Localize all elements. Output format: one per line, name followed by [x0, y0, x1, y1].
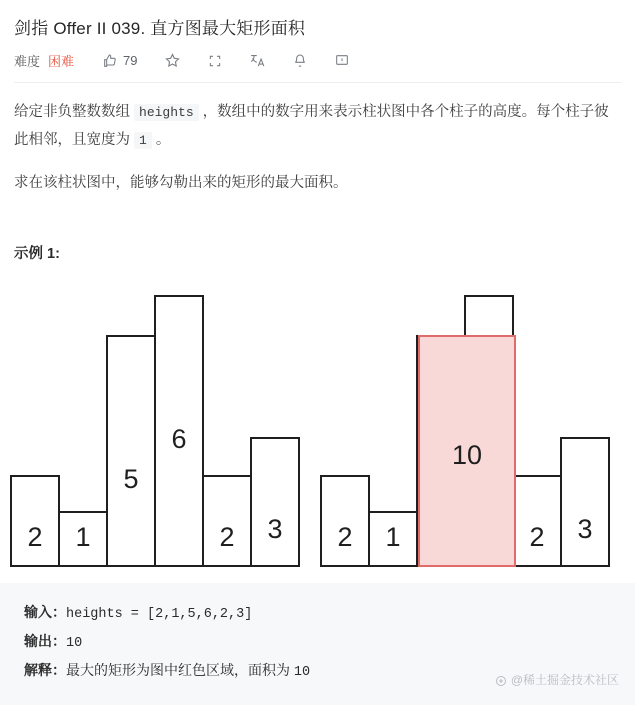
input-line	[24, 599, 611, 628]
bar-hl-label-4: 2	[529, 521, 545, 552]
bar-label-4: 2	[219, 521, 235, 552]
bar-1	[58, 511, 108, 567]
bell-icon	[292, 53, 308, 69]
input-value: heights = [2,1,5,6,2,3]	[66, 606, 253, 622]
translate-button[interactable]	[249, 52, 266, 69]
problem-paragraph-1	[14, 99, 621, 154]
difficulty-value: 困难	[48, 54, 75, 69]
page-title: 剑指 Offer II 039. 直方图最大矩形面积	[14, 19, 306, 38]
problem-paragraph-2: 求在该柱状图中，能够勾勒出来的矩形的最大面积。	[14, 175, 348, 192]
bar-label-2: 5	[123, 463, 139, 494]
thumbs-up-icon	[102, 53, 118, 69]
explain-label: 解释：	[24, 662, 66, 679]
output-line	[24, 628, 611, 657]
translate-icon	[249, 52, 266, 69]
like-count: 79	[123, 53, 138, 68]
para1-code-one: 1	[134, 132, 152, 149]
flag-icon	[334, 53, 350, 69]
histogram-plain	[12, 295, 300, 567]
bar-hl-label-5: 3	[577, 513, 593, 544]
watermark-icon	[495, 675, 507, 687]
bar-label-0: 2	[27, 521, 43, 552]
watermark	[495, 669, 619, 692]
report-button[interactable]	[334, 53, 350, 69]
max-rectangle-highlight	[418, 335, 516, 567]
bar-hl-0	[320, 475, 370, 567]
para1-text-a: 给定非负整数数组	[14, 104, 135, 120]
para1-code-heights: heights	[134, 104, 199, 121]
star-icon	[164, 52, 181, 69]
para1-text-c: 。	[151, 131, 171, 148]
example-result-block	[0, 583, 635, 705]
bar-label-1: 1	[75, 521, 91, 552]
output-label: 输出：	[24, 632, 66, 649]
bar-hl-label-0: 2	[337, 521, 353, 552]
bar-3	[154, 295, 204, 567]
favorite-button[interactable]	[164, 52, 181, 69]
para1-text-b: ，数组中的数字用来表示柱状图中各个柱子的高度。每个柱子彼此相邻，且宽度为	[14, 104, 609, 148]
explain-text: 最大的矩形为图中红色区域，面积为	[66, 662, 294, 679]
notify-button[interactable]	[292, 53, 308, 69]
output-value: 10	[66, 635, 83, 651]
meta-row	[14, 51, 621, 83]
share-button[interactable]	[207, 53, 223, 69]
bar-hl-5	[560, 437, 610, 567]
input-label: 输入：	[24, 603, 66, 620]
example-title: 示例 1:	[14, 245, 60, 262]
bar-hl-1	[368, 511, 418, 567]
share-icon	[207, 53, 223, 69]
bar-hl-label-1: 1	[385, 521, 401, 552]
watermark-text: @稀土掘金技术社区	[510, 673, 619, 688]
difficulty-label: 难度	[14, 54, 41, 69]
bar-2	[106, 335, 156, 567]
bar-hl-4	[512, 475, 562, 567]
explain-value: 10	[293, 665, 311, 681]
bar-label-3: 6	[171, 423, 187, 454]
like-button[interactable]	[102, 53, 137, 69]
bar-label-5: 3	[267, 513, 283, 544]
bar-4	[202, 475, 252, 567]
bar-0	[10, 475, 60, 567]
histogram-figure	[14, 277, 621, 567]
bar-5	[250, 437, 300, 567]
max-rectangle-label: 10	[451, 439, 483, 470]
